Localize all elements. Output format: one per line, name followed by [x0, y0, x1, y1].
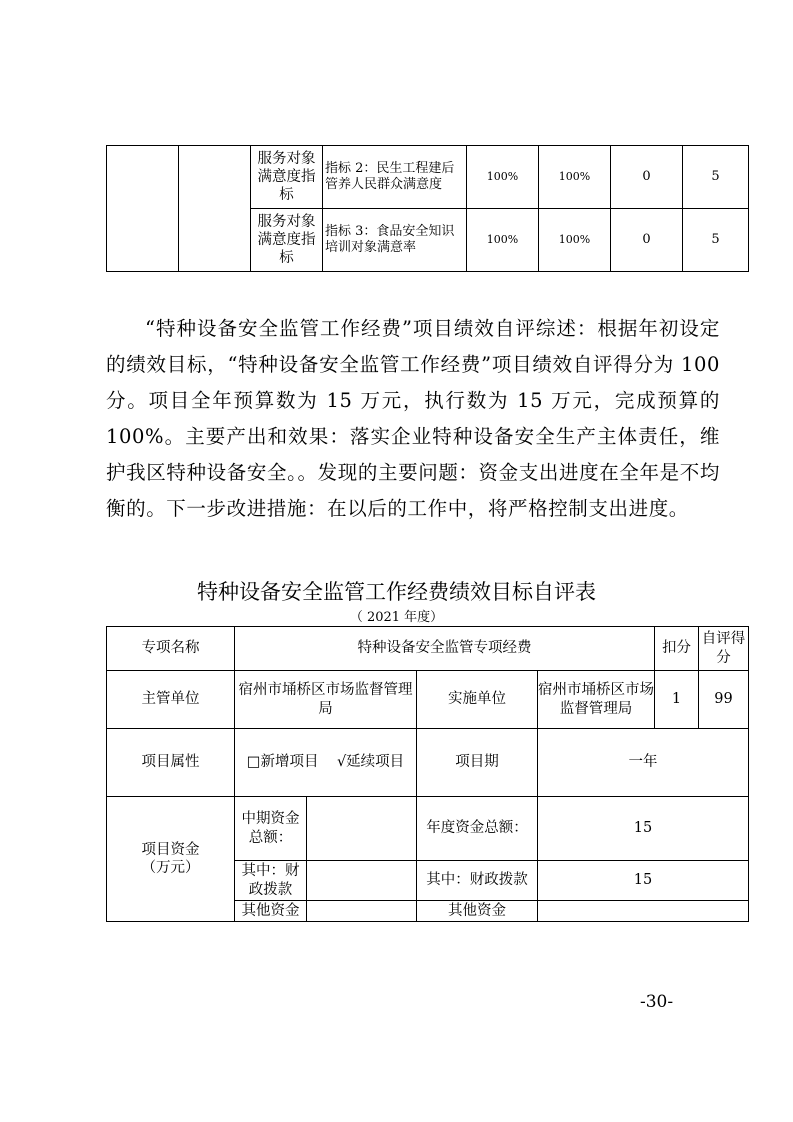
funds-unit-text: （万元） — [141, 860, 200, 876]
table-row — [107, 146, 749, 209]
score-cell: 5 — [683, 209, 749, 272]
fiscal-label-left: 其中：财政拨款 — [235, 861, 307, 901]
funds-label-text: 项目资金 — [141, 841, 200, 858]
indicator-name-cell: 指标 2：民生工程建后管养人民群众满意度 — [323, 146, 467, 209]
attribute-new-checkbox: □新增项目 — [246, 754, 319, 771]
fiscal-value-right: 15 — [538, 861, 749, 901]
deduction-label: 扣分 — [655, 627, 699, 671]
attribute-continue-checkbox: √延续项目 — [336, 754, 405, 771]
summary-paragraph: “特种设备安全监管工作经费”项目绩效自评综述：根据年初设定的绩效目标，“特种设备安全监管工作经费”项目绩效自评得分为 100 分。项目全年预算数为 15 万元，执行数为 15 万元，完成预算的 100%。主要产出和效果：落实企业特种设备安全生产主体责任，维护我区特种设备安全。。发现的主要问题：资金支出进度在全年是不均衡的。下一步改进措施：在以后的工作中，将严格控制支出进度。 — [106, 317, 720, 520]
table-row — [107, 627, 749, 671]
attribute-label: 项目属性 — [107, 729, 235, 797]
implementer-value: 宿州市埇桥区市场监督管理局 — [538, 671, 655, 729]
score-cell: 5 — [683, 146, 749, 209]
other-value-right — [538, 901, 749, 922]
self-score-value: 99 — [699, 671, 749, 729]
table-row — [107, 671, 749, 729]
other-label-left: 其他资金 — [235, 901, 307, 922]
table-cell-empty — [107, 146, 179, 272]
target-value-cell: 100% — [467, 209, 539, 272]
midterm-total-label: 中期资金总额： — [235, 797, 307, 861]
supervisor-label: 主管单位 — [107, 671, 235, 729]
form-subtitle: （ 2021 年度） — [349, 610, 444, 625]
performance-indicator-table — [106, 145, 749, 272]
page-number: -30- — [640, 992, 674, 1012]
table-cell-empty — [179, 146, 251, 272]
project-name-value: 特种设备安全监管专项经费 — [235, 627, 655, 671]
other-value-left — [307, 901, 417, 922]
period-label: 项目期 — [417, 729, 538, 797]
actual-value-cell: 100% — [539, 146, 611, 209]
attribute-value-cell — [235, 729, 417, 797]
fiscal-value-left — [307, 861, 417, 901]
midterm-total-value — [307, 797, 417, 861]
implementer-label: 实施单位 — [417, 671, 538, 729]
self-score-label: 自评得分 — [699, 627, 749, 671]
indicator-category-cell: 服务对象满意度指标 — [251, 209, 323, 272]
funds-label — [107, 797, 235, 922]
indicator-category-cell: 服务对象满意度指标 — [251, 146, 323, 209]
indicator-name-cell: 指标 3：食品安全知识培训对象满意率 — [323, 209, 467, 272]
form-title: 特种设备安全监管工作经费绩效目标自评表 — [197, 580, 596, 604]
deduction-cell: 0 — [611, 209, 683, 272]
table-row — [107, 729, 749, 797]
supervisor-value: 宿州市埇桥区市场监督管理局 — [235, 671, 417, 729]
project-name-label: 专项名称 — [107, 627, 235, 671]
period-value: 一年 — [538, 729, 749, 797]
self-evaluation-table — [106, 626, 749, 922]
annual-total-label: 年度资金总额： — [417, 797, 538, 861]
fiscal-label-right: 其中：财政拨款 — [417, 861, 538, 901]
table-row — [107, 797, 749, 861]
target-value-cell: 100% — [467, 146, 539, 209]
other-label-right: 其他资金 — [417, 901, 538, 922]
actual-value-cell: 100% — [539, 209, 611, 272]
deduction-value: 1 — [655, 671, 699, 729]
annual-total-value: 15 — [538, 797, 749, 861]
deduction-cell: 0 — [611, 146, 683, 209]
